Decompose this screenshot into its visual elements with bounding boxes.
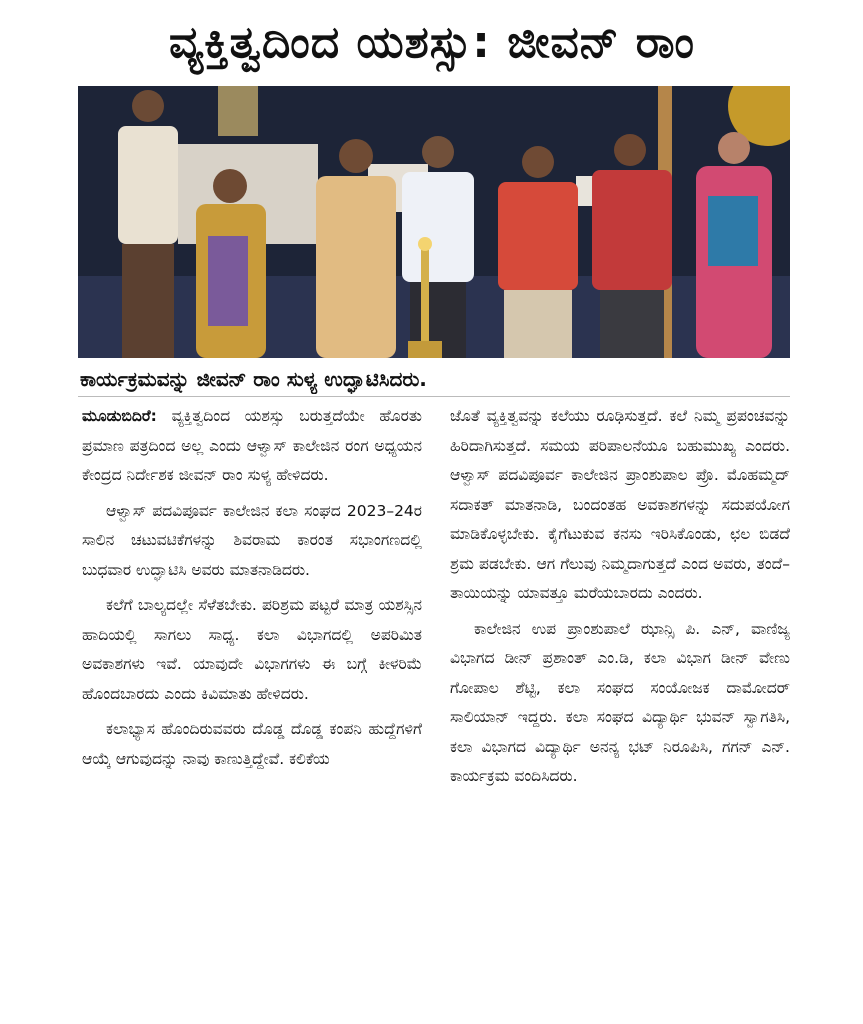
event-photo-illustration — [78, 86, 790, 358]
article-paragraph: ಜೊತೆ ವ್ಯಕ್ತಿತ್ವವನ್ನು ಕಲೆಯು ರೂಢಿಸುತ್ತದೆ. ಕಲೆ ನಿಮ್ಮ ಪ್ರಪಂಚವನ್ನು ಹಿರಿದಾಗಿಸುತ್ತದೆ. ಸಮಯ ಪರಿಪಾಲನೆಯೂ ಬಹುಮುಖ್ಯ ಎಂದರು. ಆಳ್ವಾಸ್ ಪದವಿಪೂರ್ವ ಕಾಲೇಜಿನ ಪ್ರಾಂಶುಪಾಲ ಪ್ರೊ. ಮೊಹಮ್ಮದ್ ಸದಾಕತ್ ಮಾತನಾಡಿ, ಬಂದಂತಹ ಅವಕಾಶಗಳನ್ನು ಸದುಪಯೋಗ ಮಾಡಿಕೊಳ್ಳಬೇಕು. ಕೈಗೆಟುಕುವ ಕನಸು ಇರಿಸಿಕೊಂಡು, ಛಲ ಬಿಡದೆ ಶ್ರಮ ಪಡಬೇಕು. ಆಗ ಗೆಲುವು ನಿಮ್ಮದಾಗುತ್ತದೆ ಎಂದ ಅವರು, ತಂದೆ–ತಾಯಿಯನ್ನು ಯಾವತ್ತೂ ಮರೆಯಬಾರದು ಎಂದರು. — [450, 407, 790, 602]
headline: ವ್ಯಕ್ತಿತ್ವದಿಂದ ಯಶಸ್ಸು: ಜೀವನ್ ರಾಂ — [168, 17, 696, 68]
article-paragraph: ಆಳ್ವಾಸ್ ಪದವಿಪೂರ್ವ ಕಾಲೇಜಿನ ಕಲಾ ಸಂಘದ 2023–24ರ ಸಾಲಿನ ಚಟುವಟಿಕೆಗಳನ್ನು ಶಿವರಾಮ ಕಾರಂತ ಸಭಾಂಗಣದಲ್ಲಿ ಬುಧವಾರ ಉದ್ಘಾಟಿಸಿ ಅವರು ಮಾತನಾಡಿದರು. — [82, 501, 422, 579]
event-photo — [78, 86, 790, 358]
article-column-left — [82, 402, 422, 1014]
article-paragraph: ಕಲಾಭ್ಯಾಸ ಹೊಂದಿರುವವರು ದೊಡ್ಡ ದೊಡ್ಡ ಕಂಪನಿ ಹುದ್ದೆಗಳಿಗೆ ಆಯ್ಕೆ ಆಗುವುದನ್ನು ನಾವು ಕಾಣುತ್ತಿದ್ದೇವೆ. ಕಲಿಕೆಯ — [82, 720, 422, 768]
caption-divider — [78, 396, 790, 397]
dateline: ಮೂಡುಬಿದಿರೆ: — [82, 407, 157, 425]
paragraph-text: ವ್ಯಕ್ತಿತ್ವದಿಂದ ಯಶಸ್ಸು ಬರುತ್ತದೆಯೇ ಹೊರತು ಪ್ರಮಾಣ ಪತ್ರದಿಂದ ಅಲ್ಲ ಎಂದು ಆಳ್ವಾಸ್ ಕಾಲೇಜಿನ ರಂಗ ಅಧ್ಯಯನ ಕೇಂದ್ರದ ನಿರ್ದೇಶಕ ಜೀವನ್ ರಾಂ ಸುಳ್ಯ ಹೇಳಿದರು. — [82, 407, 422, 484]
article-paragraph: ಕಲೆಗೆ ಬಾಲ್ಯದಲ್ಲೇ ಸೆಳೆತಬೇಕು. ಪರಿಶ್ರಮ ಪಟ್ಟರೆ ಮಾತ್ರ ಯಶಸ್ಸಿನ ಹಾದಿಯಲ್ಲಿ ಸಾಗಲು ಸಾಧ್ಯ. ಕಲಾ ವಿಭಾಗದಲ್ಲಿ ಅಪರಿಮಿತ ಅವಕಾಶಗಳು ಇವೆ. ಯಾವುದೇ ವಿಭಾಗಗಳು ಈ ಬಗ್ಗೆ ಕೀಳರಿಮೆ ಹೊಂದಬಾರದು ಎಂದು ಕಿವಿಮಾತು ಹೇಳಿದರು. — [82, 596, 422, 703]
article-column-right — [450, 402, 790, 1014]
photo-caption: ಕಾರ್ಯಕ್ರಮವನ್ನು ಜೀವನ್ ರಾಂ ಸುಳ್ಯ ಉದ್ಘಾಟಿಸಿದರು. — [80, 367, 427, 391]
article-paragraph: ಕಾಲೇಜಿನ ಉಪ ಪ್ರಾಂಶುಪಾಲೆ ಝಾನ್ಸಿ ಪಿ. ಎನ್, ವಾಣಿಜ್ಯ ವಿಭಾಗದ ಡೀನ್ ಪ್ರಶಾಂತ್ ಎಂ.ಡಿ, ಕಲಾ ವಿಭಾಗ ಡೀನ್ ವೇಣು ಗೋಪಾಲ ಶೆಟ್ಟಿ, ಕಲಾ ಸಂಘದ ಸಂಯೋಜಕ ದಾಮೋದರ್ ಸಾಲಿಯಾನ್ ಇದ್ದರು. ಕಲಾ ಸಂಘದ ವಿದ್ಯಾರ್ಥಿ ಭುವನ್ ಸ್ವಾಗತಿಸಿ, ಕಲಾ ವಿಭಾಗದ ವಿದ್ಯಾರ್ಥಿ ಅನನ್ಯ ಭಟ್ ನಿರೂಪಿಸಿ, ಗಗನ್ ಎನ್. ಕಾರ್ಯಕ್ರಮ ವಂದಿಸಿದರು. — [450, 619, 790, 785]
article-paragraph — [82, 402, 422, 491]
